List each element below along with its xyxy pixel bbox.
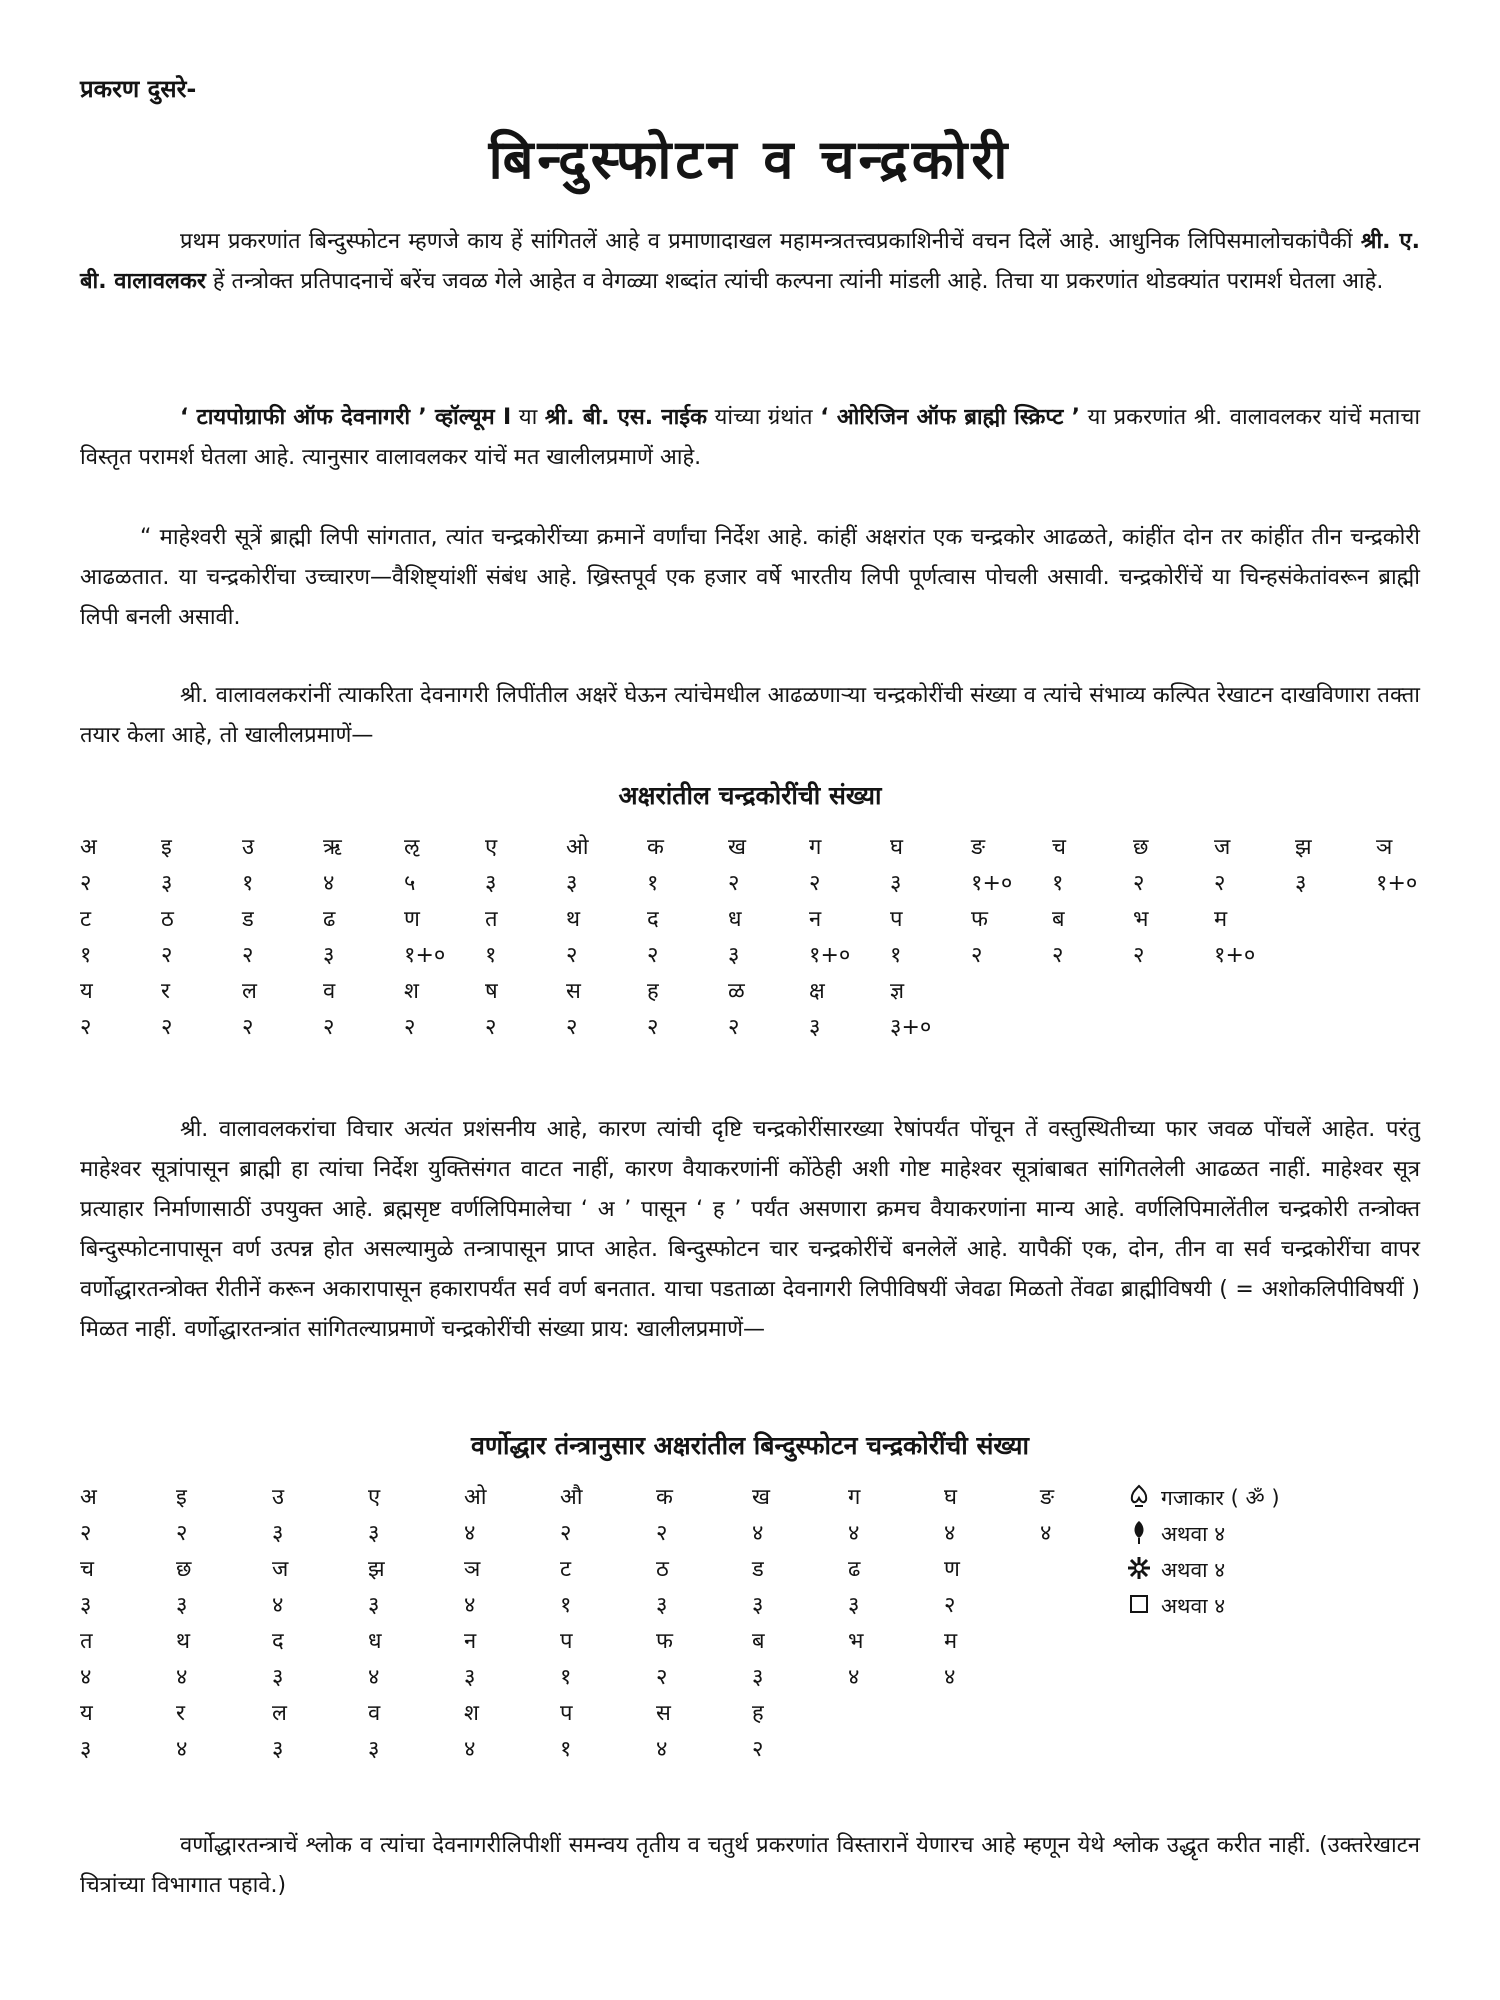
letter-cell: ळ xyxy=(728,979,745,1004)
count-cell: १ xyxy=(560,1737,572,1762)
letter-row xyxy=(80,972,1457,1008)
count-cell: ४ xyxy=(944,1521,956,1546)
letter-cell: व xyxy=(323,979,336,1004)
page-title: बिन्दुस्फोटन व चन्द्रकोरी xyxy=(488,128,1012,191)
letter-cell: ञ xyxy=(464,1557,481,1582)
letter-cell: ङ xyxy=(971,835,986,860)
letter-row xyxy=(80,828,1457,864)
count-cell: २ xyxy=(323,1015,335,1040)
letter-cell: छ xyxy=(176,1557,192,1582)
legend-item xyxy=(1125,1480,1280,1516)
count-row xyxy=(80,1730,1136,1766)
count-cell: २ xyxy=(647,1015,659,1040)
letter-cell: अ xyxy=(80,1485,97,1510)
count-cell: ३ xyxy=(890,871,902,896)
count-cell: ४ xyxy=(848,1521,860,1546)
count-row xyxy=(80,864,1457,900)
count-cell: ३ xyxy=(1295,871,1307,896)
table1-grid xyxy=(80,828,1457,1044)
letter-cell: ष xyxy=(485,979,498,1004)
ref-text-b: या xyxy=(518,405,538,430)
letter-cell: ग xyxy=(848,1485,861,1510)
count-cell: ३ xyxy=(272,1665,284,1690)
letter-cell: इ xyxy=(161,835,172,860)
table2-legend xyxy=(1125,1480,1280,1624)
letter-cell: ऌ xyxy=(404,835,420,860)
count-cell: १+० xyxy=(809,943,851,968)
count-cell: ३ xyxy=(752,1665,764,1690)
count-cell: २ xyxy=(161,943,173,968)
letter-cell: ऋ xyxy=(323,835,342,860)
letter-cell: क xyxy=(656,1485,673,1510)
letter-cell: च xyxy=(80,1557,94,1582)
discussion-text: श्री. वालावलकरांचा विचार अत्यंत प्रशंसनीय आहे, कारण त्यांची दृष्टि चन्द्रकोरींसारख्या रेषांपर्यंत पोंचून तें वस्तुस्थितीच्या फार जवळ पोंचलें आहेत. परंतु माहेश्वर सूत्रांपासून ब्राह्मी हा त्यांचा निर्देश युक्तिसंगत वाटत नाहीं, कारण वैयाकरणांनीं कोंठेही अशी गोष्ट माहेश्वर सूत्रांबाबत सांगितलेली आढळत नाहीं. माहेश्वर सूत्र प्रत्याहार निर्माणासाठीं उपयुक्त आहे. ब्रह्मसृष्ट वर्णलिपिमालेचा ‘ अ ’ पासून ‘ ह ’ पर्यंत असणारा क्रमच वैयाकरणांना मान्य आहे. वर्णलिपिमालेंतील चन्द्रकोरी तन्त्रोक्त बिन्दुस्फोटनापासून वर्ण उत्पन्न होत असल्यामुळे तन्त्रापासून प्राप्त आहेत. बिन्दुस्फोटन चार चन्द्रकोरींचें बनलेलें आहे. यापैकीं एक, दोन, तीन वा सर्व चन्द्रकोरींचा वापर वर्णोद्धारतन्त्रोक्त रीतीनें करून अकारापासून हकारापर्यंत सर्व वर्ण बनतात. याचा पडताळा देवनागरी लिपीविषयीं जेवढा मिळतो तेंवढा ब्राह्मीविषयी ( = अशोकलिपीविषयीं ) मिळत नाहीं. वर्णोद्धारतन्त्रांत सांगितल्याप्रमाणें चन्द्रकोरींची संख्या प्राय: खालीलप्रमाणें— xyxy=(80,1117,1420,1342)
count-cell: ३ xyxy=(656,1593,668,1618)
count-cell: २ xyxy=(566,1015,578,1040)
letter-cell: ध xyxy=(728,907,742,932)
letter-cell: त xyxy=(80,1629,93,1654)
letter-cell: श xyxy=(464,1701,479,1726)
legend-text: अथवा ४ xyxy=(1161,1522,1226,1546)
book-title: ‘ टायपोग्राफी ऑफ देवनागरी ’ व्हॉल्यूम I xyxy=(180,405,512,430)
intro-paragraph xyxy=(80,222,1420,302)
count-cell: २ xyxy=(566,943,578,968)
letter-cell: फ xyxy=(656,1629,673,1654)
count-cell: १ xyxy=(485,943,497,968)
count-cell: ३ xyxy=(728,943,740,968)
count-cell: २ xyxy=(1214,871,1226,896)
letter-cell: ए xyxy=(485,835,498,860)
letter-cell: ढ xyxy=(848,1557,861,1582)
letter-cell: ओ xyxy=(566,835,589,860)
closing-paragraph xyxy=(80,1826,1420,1906)
count-cell: २ xyxy=(176,1521,188,1546)
count-cell: ४ xyxy=(272,1593,284,1618)
letter-cell: ग xyxy=(809,835,822,860)
count-cell: ३ xyxy=(368,1593,380,1618)
letter-cell: ठ xyxy=(656,1557,669,1582)
letter-cell: झ xyxy=(368,1557,385,1582)
letter-cell: थ xyxy=(176,1629,191,1654)
count-cell: १ xyxy=(560,1665,572,1690)
letter-cell: ण xyxy=(944,1557,960,1582)
letter-cell: प xyxy=(560,1701,573,1726)
letter-cell: उ xyxy=(242,835,255,860)
letter-cell: ढ xyxy=(323,907,336,932)
count-cell: २ xyxy=(944,1593,956,1618)
count-cell: ४ xyxy=(464,1593,476,1618)
letter-row xyxy=(80,1694,1136,1730)
table2-title: वर्णोद्धार तंन्त्रानुसार अक्षरांतील बिन्दुस्फोटन चन्द्रकोरींची संख्या xyxy=(471,1431,1029,1460)
letter-cell: ह xyxy=(752,1701,764,1726)
letter-cell: र xyxy=(161,979,170,1004)
letter-cell: भ xyxy=(848,1629,864,1654)
count-cell: १+० xyxy=(1376,871,1418,896)
letter-cell: ख xyxy=(752,1485,770,1510)
letter-cell: ज्ञ xyxy=(890,979,905,1004)
leaf-icon xyxy=(1125,1518,1161,1551)
letter-cell: ज xyxy=(272,1557,289,1582)
letter-cell: भ xyxy=(1133,907,1149,932)
gajakar-icon xyxy=(1125,1482,1161,1515)
count-cell: २ xyxy=(971,943,983,968)
letter-cell: ओ xyxy=(464,1485,487,1510)
letter-cell: थ xyxy=(566,907,581,932)
letter-row xyxy=(80,1478,1136,1514)
count-cell: १+० xyxy=(1214,943,1256,968)
letter-cell: ए xyxy=(368,1485,381,1510)
letter-cell: ड xyxy=(752,1557,764,1582)
count-cell: ४ xyxy=(368,1665,380,1690)
intro-text-c: हें तन्त्रोक्त प्रतिपादनाचें बरेंच जवळ गेले आहेत व वेगळ्या शब्दांत त्यांची कल्पना त्यांनी मांडली आहे. तिचा या प्रकरणांत थोडक्यांत परामर्श घेतला आहे. xyxy=(212,269,1384,294)
legend-item xyxy=(1125,1552,1280,1588)
count-cell: २ xyxy=(80,871,92,896)
letter-cell: ड xyxy=(242,907,254,932)
letter-cell: प xyxy=(560,1629,573,1654)
count-cell: ३ xyxy=(848,1593,860,1618)
legend-text: अथवा ४ xyxy=(1161,1558,1226,1582)
author-name: श्री. ए. बी. वालावलकर xyxy=(80,229,1420,294)
count-cell: १ xyxy=(242,871,254,896)
count-cell: ३ xyxy=(485,871,497,896)
table1-title: अक्षरांतील चन्द्रकोरींची संख्या xyxy=(618,781,882,810)
letter-cell: ञ xyxy=(1376,835,1393,860)
count-cell: २ xyxy=(809,871,821,896)
letter-cell: च xyxy=(1052,835,1066,860)
count-cell: २ xyxy=(752,1737,764,1762)
count-cell: ३ xyxy=(809,1015,821,1040)
letter-cell: इ xyxy=(176,1485,187,1510)
legend-text: गजाकार ( ॐ ) xyxy=(1161,1486,1280,1510)
count-cell: ३ xyxy=(80,1593,92,1618)
quote-paragraph xyxy=(80,518,1420,638)
count-cell: २ xyxy=(485,1015,497,1040)
letter-cell: झ xyxy=(1295,835,1312,860)
count-cell: ३+० xyxy=(890,1015,932,1040)
legend-item xyxy=(1125,1588,1280,1624)
letter-cell: द xyxy=(647,907,659,932)
count-cell: २ xyxy=(656,1521,668,1546)
count-cell: ३ xyxy=(272,1521,284,1546)
letter-cell: य xyxy=(80,979,93,1004)
letter-cell: र xyxy=(176,1701,185,1726)
letter-row xyxy=(80,1622,1136,1658)
count-cell: २ xyxy=(161,1015,173,1040)
count-cell: ५ xyxy=(404,871,416,896)
discussion-paragraph xyxy=(80,1110,1420,1350)
letter-cell: स xyxy=(566,979,581,1004)
chapter-title-ref: ‘ ओरिजिन ऑफ ब्राह्मी स्क्रिप्ट ’ xyxy=(820,405,1080,430)
legend-text: अथवा ४ xyxy=(1161,1594,1226,1618)
chakra-icon xyxy=(1125,1554,1161,1587)
letter-row xyxy=(80,1550,1136,1586)
table2-grid xyxy=(80,1478,1136,1766)
letter-cell: प xyxy=(890,907,903,932)
count-cell: २ xyxy=(80,1521,92,1546)
count-row xyxy=(80,1008,1457,1044)
count-cell: ३ xyxy=(752,1593,764,1618)
letter-cell: घ xyxy=(944,1485,958,1510)
count-cell: २ xyxy=(1133,943,1145,968)
letter-cell: म xyxy=(1214,907,1228,932)
chapter-label: प्रकरण दुसरे- xyxy=(80,75,197,103)
count-cell: २ xyxy=(560,1521,572,1546)
count-cell: २ xyxy=(656,1665,668,1690)
letter-cell: उ xyxy=(272,1485,285,1510)
letter-cell: य xyxy=(80,1701,93,1726)
letter-cell: ध xyxy=(368,1629,382,1654)
letter-cell: ह xyxy=(647,979,659,1004)
count-cell: २ xyxy=(728,1015,740,1040)
count-cell: २ xyxy=(728,871,740,896)
count-cell: २ xyxy=(242,943,254,968)
letter-cell: त xyxy=(485,907,498,932)
letter-cell: ठ xyxy=(161,907,174,932)
count-cell: २ xyxy=(242,1015,254,1040)
count-row xyxy=(80,1514,1136,1550)
count-cell: ३ xyxy=(368,1521,380,1546)
table-intro-paragraph xyxy=(80,676,1420,756)
count-cell: २ xyxy=(647,943,659,968)
count-cell: ४ xyxy=(176,1737,188,1762)
count-cell: ४ xyxy=(80,1665,92,1690)
letter-cell: म xyxy=(944,1629,958,1654)
letter-cell: अ xyxy=(80,835,97,860)
letter-cell: औ xyxy=(560,1485,583,1510)
count-cell: २ xyxy=(1133,871,1145,896)
count-cell: २ xyxy=(1052,943,1064,968)
count-cell: ३ xyxy=(464,1665,476,1690)
count-cell: ३ xyxy=(323,943,335,968)
closing-text: वर्णोद्धारतन्त्राचें श्लोक व त्यांचा देवनागरीलिपीशीं समन्वय तृतीय व चतुर्थ प्रकरणांत विस्तारानें येणारच आहे म्हणून येथे श्लोक उद्धृत करीत नाहीं. (उक्तरेखाटन चित्रांच्या विभागात पहावे.) xyxy=(80,1833,1420,1898)
count-cell: ४ xyxy=(464,1521,476,1546)
letter-cell: क xyxy=(647,835,664,860)
letter-row xyxy=(80,900,1457,936)
ref-text-f: या प्रकरणांत श्री. वालावलकर यांचें मताचा विस्तृत परामर्श घेतला आहे. त्यानुसार वालावलकर यांचें मत खालीलप्रमाणें आहे. xyxy=(80,405,1421,470)
count-cell: ३ xyxy=(368,1737,380,1762)
letter-cell: स xyxy=(656,1701,671,1726)
count-cell: १+० xyxy=(971,871,1013,896)
count-cell: ४ xyxy=(176,1665,188,1690)
reference-paragraph xyxy=(80,398,1420,478)
count-cell: ४ xyxy=(1040,1521,1052,1546)
count-cell: ४ xyxy=(944,1665,956,1690)
letter-cell: न xyxy=(464,1629,477,1654)
letter-cell: व xyxy=(368,1701,381,1726)
count-cell: ४ xyxy=(323,871,335,896)
count-cell: ४ xyxy=(848,1665,860,1690)
count-cell: ४ xyxy=(656,1737,668,1762)
letter-cell: ट xyxy=(80,907,92,932)
letter-cell: घ xyxy=(890,835,904,860)
letter-cell: श xyxy=(404,979,419,1004)
count-cell: १ xyxy=(560,1593,572,1618)
count-cell: ३ xyxy=(272,1737,284,1762)
letter-cell: क्ष xyxy=(809,979,825,1004)
letter-cell: ब xyxy=(1052,907,1065,932)
count-cell: ३ xyxy=(566,871,578,896)
count-cell: ४ xyxy=(752,1521,764,1546)
quote-text: “ माहेश्वरी सूत्रें ब्राह्मी लिपी सांगतात, त्यांत चन्द्रकोरींच्या क्रमानें वर्णांचा निर्देश आहे. कांहीं अक्षरांत एक चन्द्रकोर आढळते, कांहींत दोन तर कांहींत तीन चन्द्रकोरी आढळतात. या चन्द्रकोरींचा उच्चारण—वैशिष्ट्यांशीं संबंध आहे. ख्रिस्तपूर्व एक हजार वर्षे भारतीय लिपी पूर्णत्वास पोचली असावी. चन्द्रकोरींचें या चिन्हसंकेतांवरून ब्राह्मी लिपी बनली असावी. xyxy=(80,525,1420,630)
count-cell: १ xyxy=(890,943,902,968)
letter-cell: ज xyxy=(1214,835,1231,860)
book-author: श्री. बी. एस. नाईक xyxy=(544,405,708,430)
table-intro-text: श्री. वालावलकरांनीं त्याकरिता देवनागरी लिपींतील अक्षरें घेऊन त्यांचेमधील आढळणाऱ्या चन्द्रकोरींची संख्या व त्यांचे संभाव्य कल्पित रेखाटन दाखविणारा तक्ता तयार केला आहे, तो खालीलप्रमाणें— xyxy=(80,683,1420,748)
count-cell: १+० xyxy=(404,943,446,968)
count-row xyxy=(80,1658,1136,1694)
letter-cell: न xyxy=(809,907,822,932)
count-cell: ४ xyxy=(464,1737,476,1762)
letter-cell: ल xyxy=(272,1701,287,1726)
letter-cell: ब xyxy=(752,1629,765,1654)
count-cell: १ xyxy=(647,871,659,896)
count-cell: १ xyxy=(80,943,92,968)
count-cell: २ xyxy=(80,1015,92,1040)
ref-text-d: यांच्या ग्रंथांत xyxy=(714,405,813,430)
letter-cell: छ xyxy=(1133,835,1149,860)
letter-cell: ट xyxy=(560,1557,572,1582)
legend-item xyxy=(1125,1516,1280,1552)
count-cell: ३ xyxy=(161,871,173,896)
count-cell: ३ xyxy=(176,1593,188,1618)
square-icon xyxy=(1125,1590,1161,1623)
letter-cell: ण xyxy=(404,907,420,932)
letter-cell: फ xyxy=(971,907,988,932)
letter-cell: ल xyxy=(242,979,257,1004)
count-cell: ३ xyxy=(80,1737,92,1762)
count-cell: २ xyxy=(404,1015,416,1040)
count-row xyxy=(80,936,1457,972)
letter-cell: ङ xyxy=(1040,1485,1055,1510)
letter-cell: ख xyxy=(728,835,746,860)
count-cell: १ xyxy=(1052,871,1064,896)
letter-cell: द xyxy=(272,1629,284,1654)
intro-text-a: प्रथम प्रकरणांत बिन्दुस्फोटन म्हणजे काय हें सांगितलें आहे व प्रमाणादाखल महामन्त्रतत्त्वप्रकाशिनीचें वचन दिलें आहे. आधुनिक लिपिसमालोचकांपैकीं xyxy=(180,229,1353,254)
count-row xyxy=(80,1586,1136,1622)
